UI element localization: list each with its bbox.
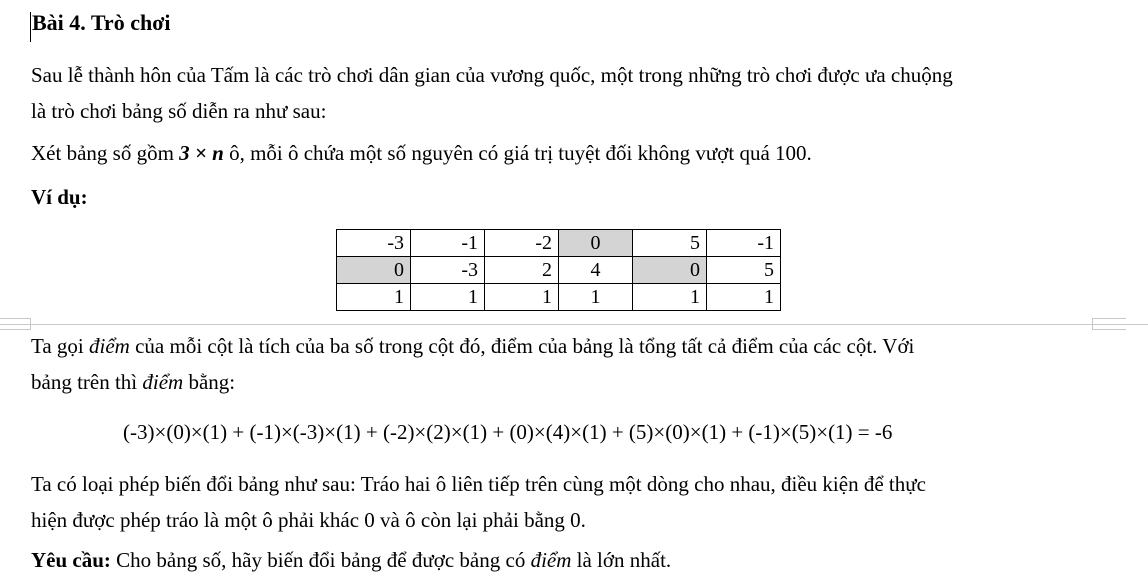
score-term: điểm bbox=[89, 334, 130, 358]
score-text-a1: Ta gọi bbox=[31, 334, 90, 358]
intro-line-1: Sau lễ thành hôn của Tấm là các trò chơi dân gian của vương quốc, một trong những trò chơi được ưa chuộng bbox=[31, 63, 953, 87]
table-cell: 0 bbox=[559, 230, 633, 257]
table-cell: 5 bbox=[707, 257, 781, 284]
definition-post: ô, mỗi ô chứa một số nguyên có giá trị tuyệt đối không vượt quá 100. bbox=[223, 141, 812, 165]
table-cell: 1 bbox=[633, 284, 707, 311]
table-cell: 2 bbox=[485, 257, 559, 284]
requirement-text-1: Cho bảng số, hãy biến đổi bảng để được bảng có bbox=[110, 548, 531, 572]
left-margin-marker bbox=[0, 318, 30, 330]
requirement-text-2: là lớn nhất. bbox=[571, 548, 672, 572]
text-cursor bbox=[30, 12, 31, 42]
score-term-2: điểm bbox=[142, 370, 184, 394]
score-line-2 bbox=[31, 370, 235, 395]
table-cell: 1 bbox=[707, 284, 781, 311]
table-row bbox=[337, 257, 781, 284]
transform-line-1: Ta có loại phép biến đổi bảng như sau: Tráo hai ô liên tiếp trên cùng một dòng cho nhau, điều kiện để thực bbox=[31, 472, 926, 496]
score-text-b1: bảng trên thì bbox=[31, 370, 143, 394]
table-cell: 4 bbox=[559, 257, 633, 284]
left-margin-stub bbox=[30, 318, 31, 330]
table-cell: -3 bbox=[411, 257, 485, 284]
table-cell: -1 bbox=[411, 230, 485, 257]
score-formula: (-3)×(0)×(1) + (-1)×(-3)×(1) + (-2)×(2)×(1) + (0)×(4)×(1) + (5)×(0)×(1) + (-1)×(5)×(1) = -6 bbox=[123, 420, 893, 444]
right-margin-stub bbox=[1092, 318, 1093, 330]
requirement-label: Yêu cầu: bbox=[31, 548, 111, 572]
table-cell: 0 bbox=[633, 257, 707, 284]
definition-pre: Xét bảng số gồm bbox=[31, 141, 180, 165]
table-row bbox=[337, 230, 781, 257]
table-cell: 5 bbox=[633, 230, 707, 257]
table-cell: 1 bbox=[411, 284, 485, 311]
definition-paragraph bbox=[31, 141, 812, 166]
requirement-paragraph bbox=[31, 548, 671, 573]
table-row bbox=[337, 284, 781, 311]
right-margin-marker bbox=[1092, 318, 1126, 330]
score-line-1 bbox=[31, 334, 914, 359]
score-text-a2: của mỗi cột là tích của ba số trong cột đó, điểm của bảng là tổng tất cả điểm của các cột. Với bbox=[129, 334, 915, 358]
table-cell: -2 bbox=[485, 230, 559, 257]
table-cell: 1 bbox=[485, 284, 559, 311]
requirement-term: điểm bbox=[530, 548, 572, 572]
table-cell: 0 bbox=[337, 257, 411, 284]
example-table bbox=[336, 229, 781, 311]
table-cell: 1 bbox=[559, 284, 633, 311]
score-text-b2: bằng: bbox=[183, 370, 236, 394]
definition-dimension: 3 × n bbox=[179, 141, 224, 165]
problem-title: Bài 4. Trò chơi bbox=[32, 10, 171, 35]
table-cell: -3 bbox=[337, 230, 411, 257]
table-cell: 1 bbox=[337, 284, 411, 311]
example-label: Ví dụ: bbox=[31, 185, 88, 209]
transform-line-2: hiện được phép tráo là một ô phải khác 0 và ô còn lại phải bằng 0. bbox=[31, 508, 586, 532]
intro-line-2: là trò chơi bảng số diễn ra như sau: bbox=[31, 99, 327, 123]
page-break-line bbox=[0, 324, 1148, 325]
table-cell: -1 bbox=[707, 230, 781, 257]
